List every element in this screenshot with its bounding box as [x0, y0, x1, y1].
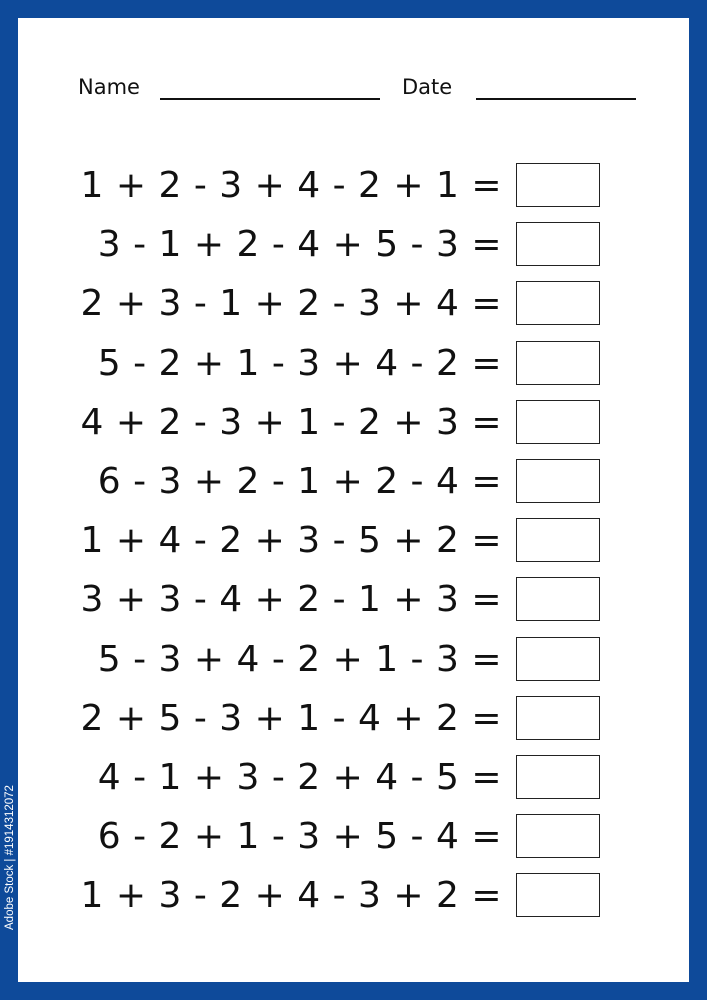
problem-row: [0, 872, 707, 920]
date-label: Date: [402, 75, 453, 99]
problem-expression: 1 + 4 - 2 + 3 - 5 + 2 =: [80, 520, 502, 562]
problem-row: [0, 399, 707, 447]
answer-box[interactable]: [516, 696, 600, 740]
problem-row: [0, 221, 707, 269]
problem-expression: 2 + 5 - 3 + 1 - 4 + 2 =: [80, 697, 502, 739]
problem-row: [0, 517, 707, 565]
problem-expression: 1 + 2 - 3 + 4 - 2 + 1 =: [80, 165, 502, 206]
problem-expression: 6 - 3 + 2 - 1 + 2 - 4 =: [97, 461, 502, 502]
stock-watermark: [2, 730, 16, 930]
problem-expression: 5 - 2 + 1 - 3 + 4 - 2 =: [97, 342, 502, 384]
date-line: [476, 98, 636, 100]
watermark-text: Adobe Stock | #1914312072: [4, 785, 16, 930]
answer-box[interactable]: [516, 518, 600, 562]
worksheet-header: [0, 70, 707, 104]
name-line: [160, 98, 380, 100]
problem-expression: 5 - 3 + 4 - 2 + 1 - 3 =: [97, 638, 502, 680]
problem-expression: 3 - 1 + 2 - 4 + 5 - 3 =: [97, 224, 502, 266]
problem-row: [0, 576, 707, 624]
answer-box[interactable]: [516, 637, 600, 681]
problem-row: [0, 636, 707, 684]
answer-box[interactable]: [516, 755, 600, 799]
answer-box[interactable]: [516, 459, 600, 503]
problem-expression: 4 - 1 + 3 - 2 + 4 - 5 =: [97, 757, 502, 798]
problem-expression: 4 + 2 - 3 + 1 - 2 + 3 =: [80, 401, 502, 443]
problem-expression: 3 + 3 - 4 + 2 - 1 + 3 =: [80, 579, 502, 621]
answer-box[interactable]: [516, 163, 600, 207]
name-label: Name: [78, 75, 140, 99]
problem-row: [0, 340, 707, 388]
problem-row: [0, 458, 707, 506]
problem-row: [0, 695, 707, 743]
problem-row: [0, 813, 707, 861]
problem-expression: 1 + 3 - 2 + 4 - 3 + 2 =: [80, 875, 502, 917]
problem-row: [0, 754, 707, 802]
answer-box[interactable]: [516, 814, 600, 858]
answer-box[interactable]: [516, 281, 600, 325]
problem-expression: 2 + 3 - 1 + 2 - 3 + 4 =: [80, 283, 502, 325]
answer-box[interactable]: [516, 222, 600, 266]
answer-box[interactable]: [516, 873, 600, 917]
problem-row: [0, 162, 707, 210]
answer-box[interactable]: [516, 341, 600, 385]
problem-row: [0, 280, 707, 328]
problem-expression: 6 - 2 + 1 - 3 + 5 - 4 =: [97, 816, 502, 858]
answer-box[interactable]: [516, 577, 600, 621]
answer-box[interactable]: [516, 400, 600, 444]
